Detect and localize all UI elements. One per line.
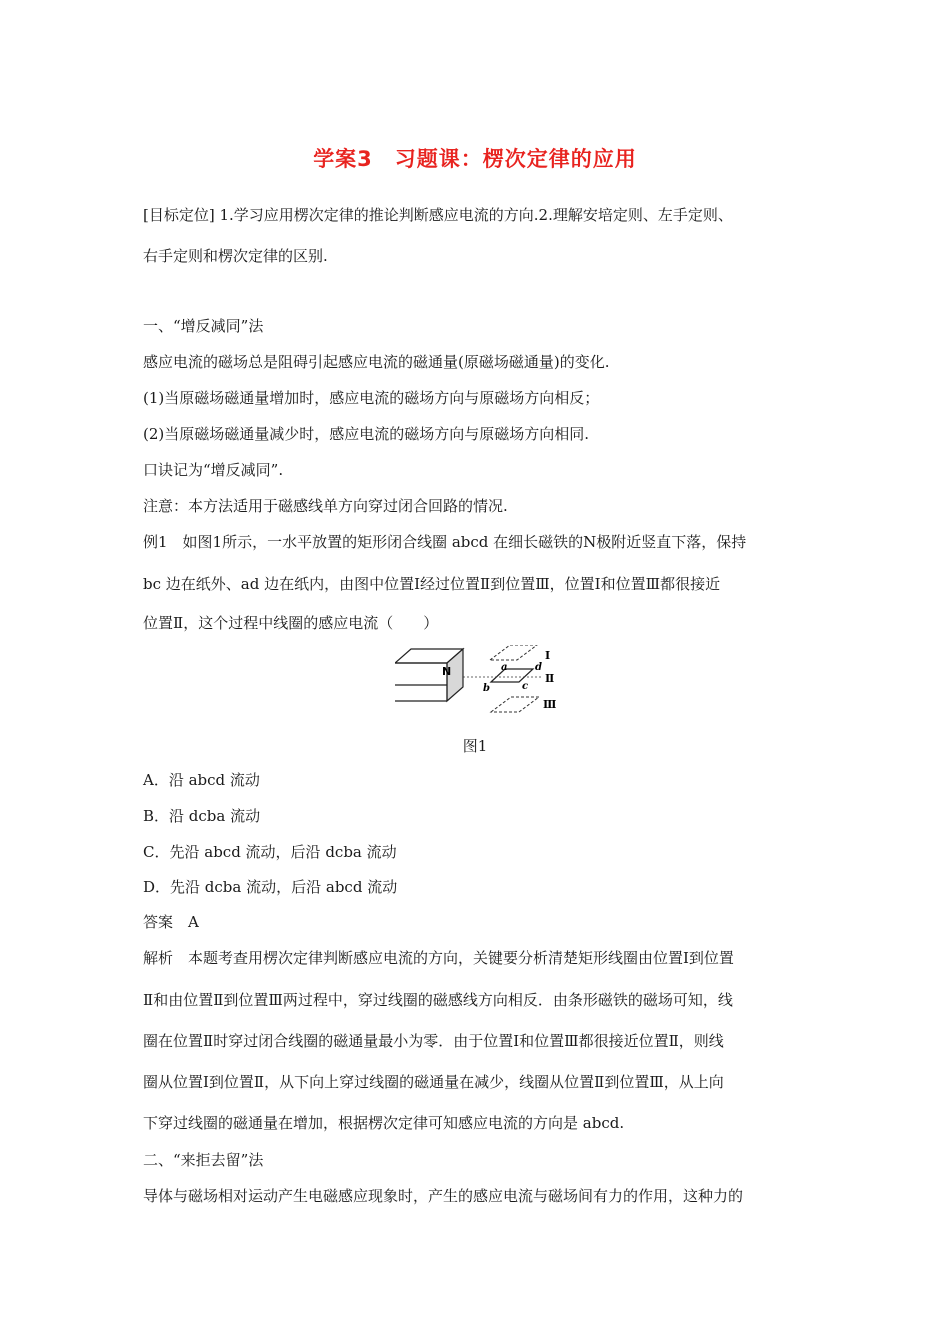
position-label-1: Ⅰ bbox=[545, 649, 551, 662]
section2-heading: 二、“来拒去留”法 bbox=[143, 1151, 264, 1169]
example1-line-2: bc 边在纸外、ad 边在纸内，由图中位置Ⅰ经过位置Ⅱ到位置Ⅲ，位置Ⅰ和位置Ⅲ都很接近 bbox=[143, 575, 721, 593]
example1-line-1: 例1 如图1所示，一水平放置的矩形闭合线圈 abcd 在细长磁铁的N极附近竖直下落，保持 bbox=[143, 533, 747, 551]
corner-label-d: d bbox=[535, 662, 542, 673]
analysis-line-4: 圈从位置Ⅰ到位置Ⅱ，从下向上穿过线圈的磁通量在减少，线圈从位置Ⅱ到位置Ⅲ，从上向 bbox=[143, 1073, 724, 1091]
option-b: B．沿 dcba 流动 bbox=[143, 807, 261, 825]
section2-paragraph-1: 导体与磁场相对运动产生电磁感应现象时，产生的感应电流与磁场间有力的作用，这种力的 bbox=[143, 1187, 744, 1205]
analysis-line-1: 解析 本题考查用楞次定律判断感应电流的方向，关键要分析清楚矩形线圈由位置Ⅰ到位置 bbox=[143, 949, 734, 967]
page-title: 学案3 习题课：楞次定律的应用 bbox=[313, 147, 637, 171]
analysis-line-2: Ⅱ和由位置Ⅱ到位置Ⅲ两过程中，穿过线圈的磁感线方向相反．由条形磁铁的磁场可知，线 bbox=[143, 991, 733, 1009]
coil-position-3 bbox=[491, 697, 539, 712]
analysis-line-3: 圈在位置Ⅱ时穿过闭合线圈的磁通量最小为零．由于位置Ⅰ和位置Ⅲ都很接近位置Ⅱ，则线 bbox=[143, 1032, 724, 1050]
corner-label-a: a bbox=[501, 662, 508, 673]
example1-line-3: 位置Ⅱ，这个过程中线圈的感应电流（ ） bbox=[143, 614, 439, 632]
section1-paragraph-5: 注意：本方法适用于磁感线单方向穿过闭合回路的情况. bbox=[143, 497, 508, 515]
section1-paragraph-4: 口诀记为“增反减同”. bbox=[143, 461, 284, 479]
answer: 答案 A bbox=[143, 913, 199, 931]
objective-line-2: 右手定则和楞次定律的区别. bbox=[143, 247, 328, 265]
objective-line-1: [目标定位] 1.学习应用楞次定律的推论判断感应电流的方向.2.理解安培定则、左手定则、 bbox=[143, 206, 733, 224]
section1-paragraph-2: (1)当原磁场磁通量增加时，感应电流的磁场方向与原磁场方向相反； bbox=[143, 389, 600, 407]
figure-caption: 图1 bbox=[462, 737, 488, 755]
position-label-3: Ⅲ bbox=[543, 698, 557, 711]
corner-label-c: c bbox=[522, 681, 529, 692]
analysis-line-5: 下穿过线圈的磁通量在增加，根据楞次定律可知感应电流的方向是 abcd. bbox=[143, 1114, 625, 1132]
corner-label-b: b bbox=[483, 683, 490, 694]
option-c: C．先沿 abcd 流动，后沿 dcba 流动 bbox=[143, 843, 397, 861]
section1-paragraph-3: (2)当原磁场磁通量减少时，感应电流的磁场方向与原磁场方向相同. bbox=[143, 425, 590, 443]
coil-position-1 bbox=[490, 645, 537, 660]
option-d: D．先沿 dcba 流动，后沿 abcd 流动 bbox=[143, 878, 398, 896]
option-a: A．沿 abcd 流动 bbox=[143, 771, 260, 789]
section1-paragraph-1: 感应电流的磁场总是阻碍引起感应电流的磁通量(原磁场磁通量)的变化. bbox=[143, 353, 610, 371]
position-label-2: Ⅱ bbox=[545, 672, 555, 685]
magnet-coil-figure bbox=[395, 645, 565, 725]
section1-heading: 一、“增反减同”法 bbox=[143, 317, 264, 335]
pole-label: N bbox=[442, 665, 452, 678]
